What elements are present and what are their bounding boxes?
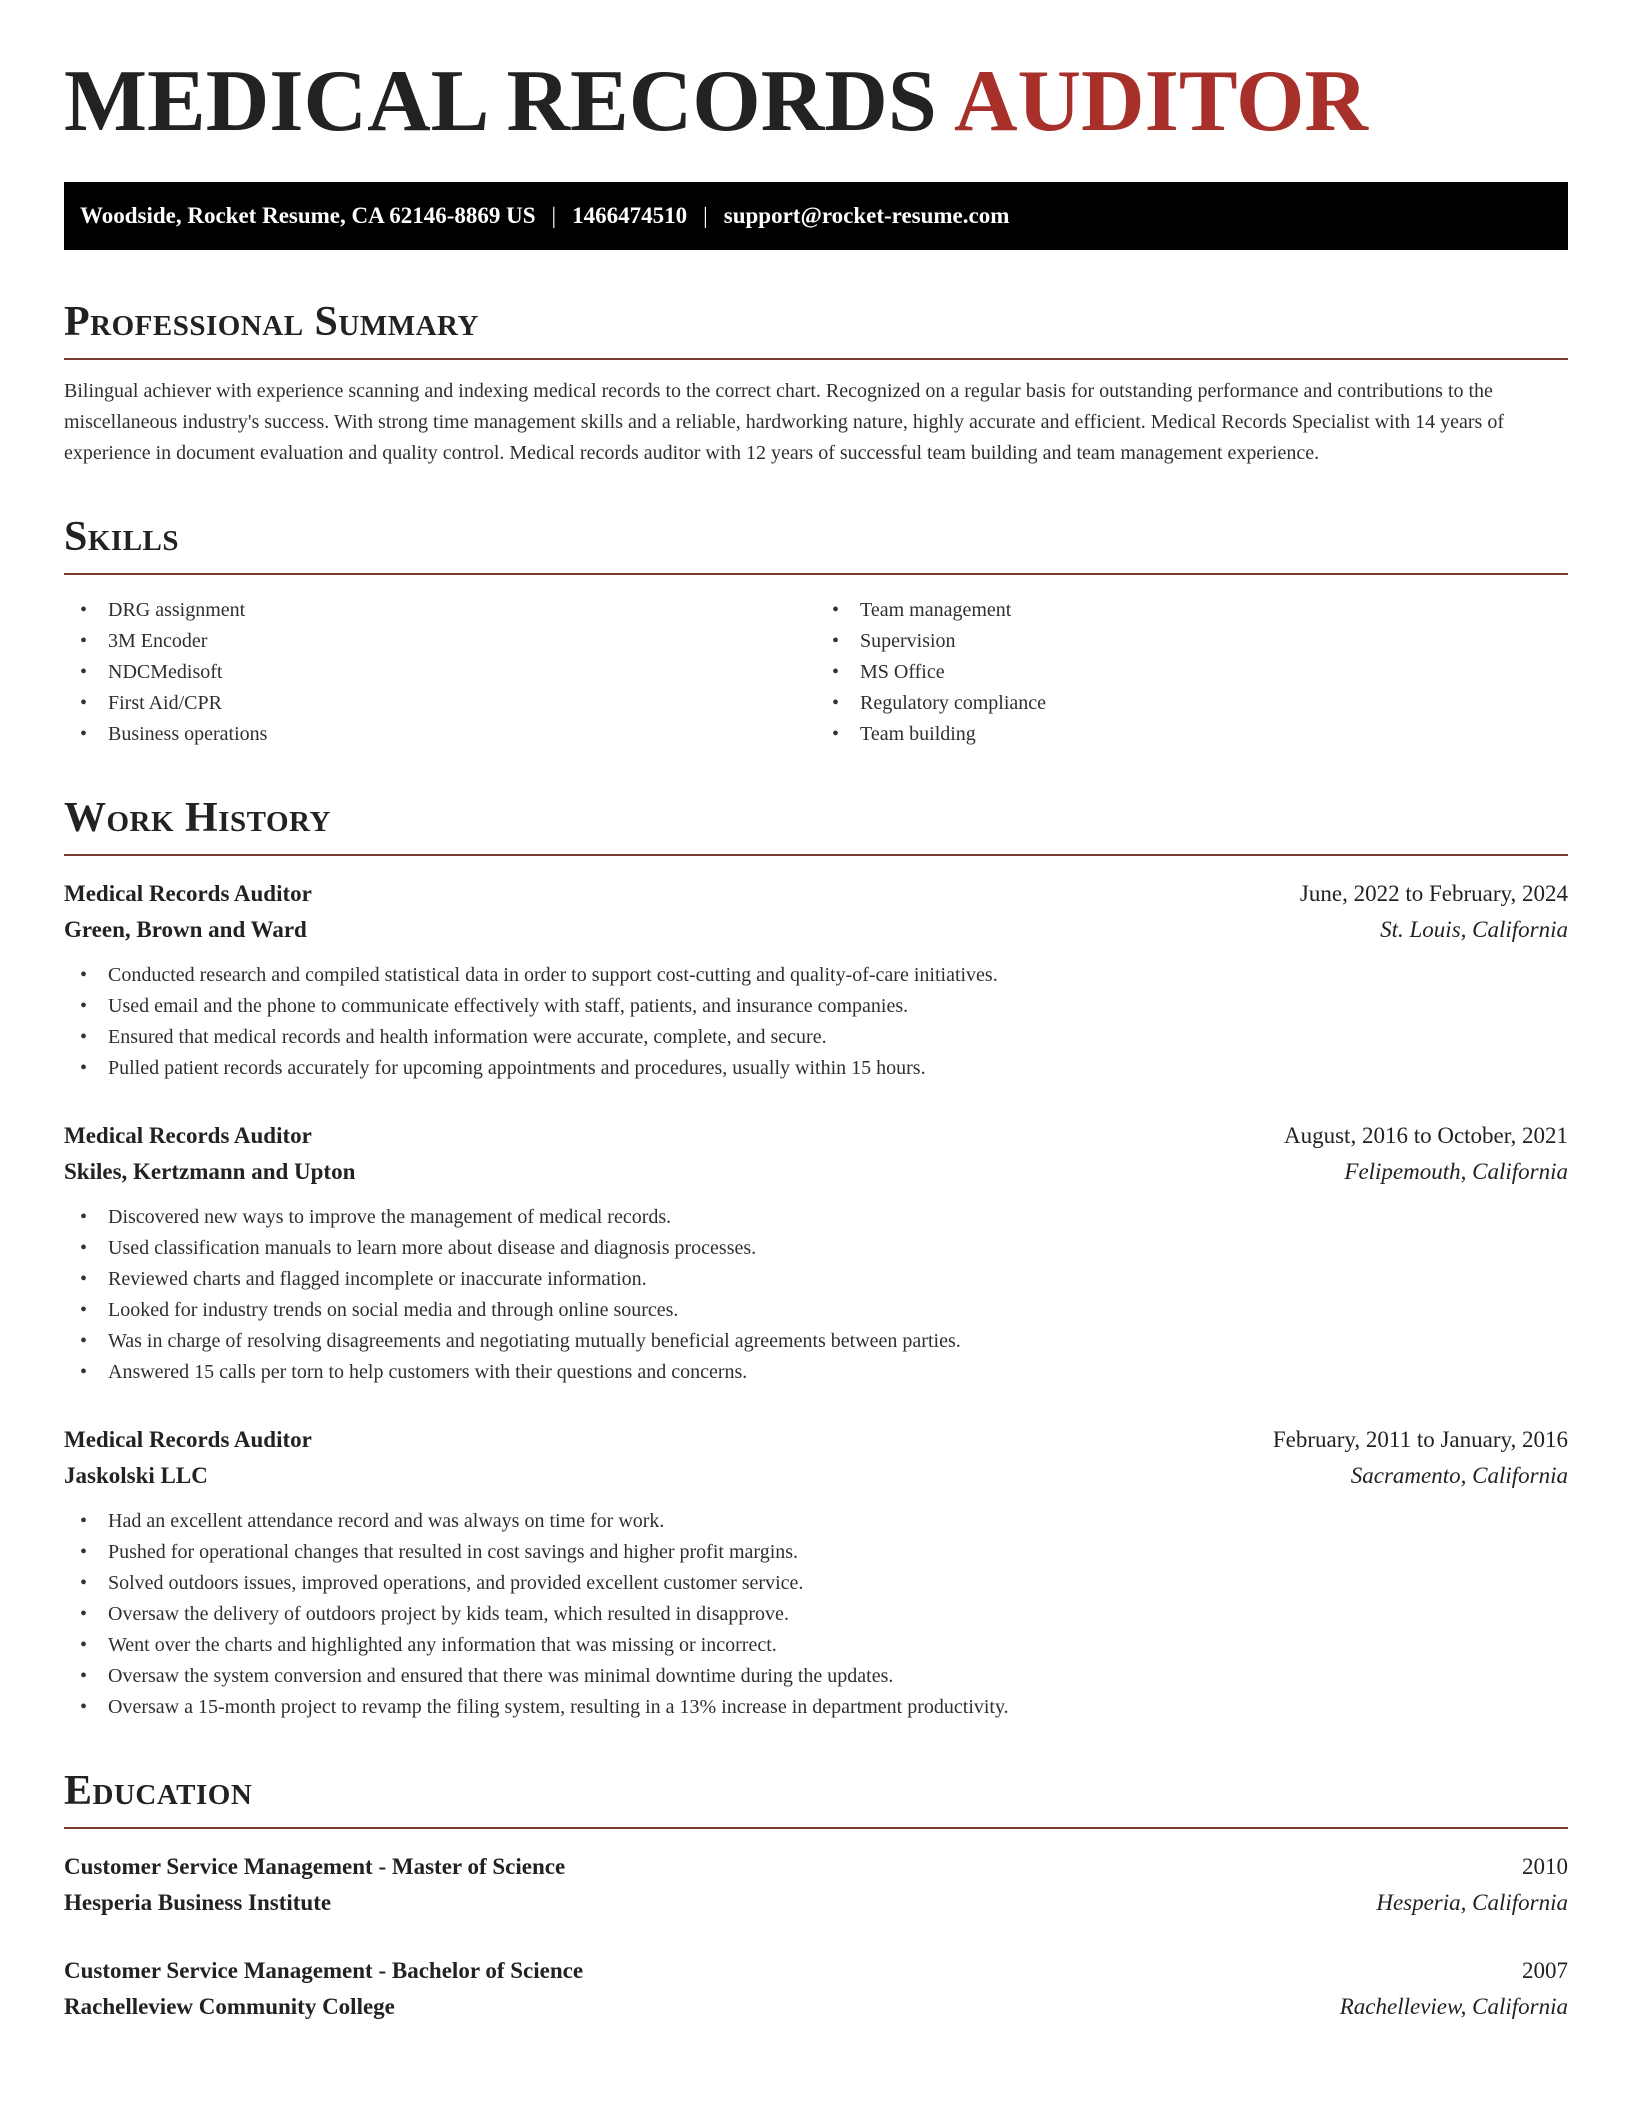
education-year: 2010 (1522, 1854, 1568, 1879)
job-title: Medical Records Auditor (64, 881, 312, 906)
job-bullet: • Pushed for operational changes that resulted in cost savings and higher profit margins. (64, 1537, 1568, 1568)
job-company-row (64, 1458, 1568, 1494)
education-school-row (64, 1989, 1568, 2025)
job-bullet: • Oversaw a 15-month project to revamp the filing system, resulting in a 13% increase in department productivity. (64, 1692, 1568, 1723)
job-bullet: • Went over the charts and highlighted any information that was missing or incorrect. (64, 1630, 1568, 1661)
job-location: Felipemouth, California (1344, 1159, 1568, 1184)
skill-item: • First Aid/CPR (64, 688, 816, 719)
job-company-row (64, 1154, 1568, 1190)
job-entry (64, 876, 1568, 1084)
skill-item: • 3M Encoder (64, 626, 816, 657)
job-location: St. Louis, California (1380, 917, 1568, 942)
education-location: Hesperia, California (1376, 1890, 1568, 1915)
job-bullet: • Ensured that medical records and health information were accurate, complete, and secure. (64, 1022, 1568, 1053)
job-bullet: • Solved outdoors issues, improved operations, and provided excellent customer service. (64, 1568, 1568, 1599)
section-divider (64, 854, 1568, 856)
contact-email: support@rocket-resume.com (723, 203, 1010, 228)
skill-item: • NDCMedisoft (64, 657, 816, 688)
job-bullet: • Pulled patient records accurately for upcoming appointments and procedures, usually within 15 hours. (64, 1053, 1568, 1084)
education-school-row (64, 1885, 1568, 1921)
education-year: 2007 (1522, 1958, 1568, 1983)
education-school: Hesperia Business Institute (64, 1890, 332, 1915)
job-bullet: • Conducted research and compiled statistical data in order to support cost-cutting and quality-of-care initiatives. (64, 960, 1568, 991)
candidate-name (64, 53, 1568, 150)
job-bullet: • Used email and the phone to communicate effectively with staff, patients, and insurance companies. (64, 991, 1568, 1022)
summary-text: Bilingual achiever with experience scanning and indexing medical records to the correct chart. Recognized on a regular basis for outstanding performance and contributions to the miscellaneous industry's success. With strong time management skills and a reliable, hardworking nature, highly accurate and efficient. Medical Records Specialist with 14 years of experience in document evaluation and quality control. Medical records auditor with 12 years of successful team building and team management experience. (64, 380, 1504, 464)
education-degree: Customer Service Management - Master of Science (64, 1854, 566, 1879)
job-company-row (64, 912, 1568, 948)
skill-item: • MS Office (816, 657, 1568, 688)
contact-phone: 1466474510 (572, 203, 688, 228)
job-dates: June, 2022 to February, 2024 (1299, 881, 1568, 906)
job-title: Medical Records Auditor (64, 1427, 312, 1452)
work-history-title: Work History (64, 795, 331, 841)
job-header-row (64, 1422, 1568, 1458)
skills-column-right (816, 595, 1568, 750)
education-entry (64, 1849, 1568, 1921)
education-degree-row (64, 1953, 1568, 1989)
job-company: Jaskolski LLC (64, 1463, 208, 1488)
job-bullets (64, 1506, 1568, 1723)
work-history-section (64, 794, 1568, 1723)
education-school: Rachelleview Community College (64, 1994, 395, 2019)
job-bullet: • Oversaw the system conversion and ensured that there was minimal downtime during the updates. (64, 1661, 1568, 1692)
education-section (64, 1767, 1568, 2025)
skill-item: • Team management (816, 595, 1568, 626)
skill-item: • DRG assignment (64, 595, 816, 626)
education-degree-row (64, 1849, 1568, 1885)
name-main: MEDICAL RECORDS (64, 53, 937, 150)
job-entry (64, 1118, 1568, 1388)
skills-section (64, 513, 1568, 750)
job-bullet: • Was in charge of resolving disagreements and negotiating mutually beneficial agreements between parties. (64, 1326, 1568, 1357)
education-location: Rachelleview, California (1339, 1994, 1568, 2019)
job-bullet: • Had an excellent attendance record and was always on time for work. (64, 1506, 1568, 1537)
job-header-row (64, 876, 1568, 912)
name-accent: AUDITOR (953, 53, 1368, 150)
job-bullet: • Used classification manuals to learn more about disease and diagnosis processes. (64, 1233, 1568, 1264)
contact-bar (64, 182, 1568, 250)
education-title: Education (64, 1768, 253, 1814)
job-title: Medical Records Auditor (64, 1123, 312, 1148)
job-bullets (64, 1202, 1568, 1388)
contact-separator: | (551, 203, 557, 228)
skill-item: • Team building (816, 719, 1568, 750)
job-dates: February, 2011 to January, 2016 (1272, 1427, 1568, 1452)
contact-address: Woodside, Rocket Resume, CA 62146-8869 US (80, 203, 536, 228)
education-entry (64, 1953, 1568, 2025)
section-divider (64, 358, 1568, 360)
summary-title: Professional Summary (64, 299, 479, 345)
job-company: Skiles, Kertzmann and Upton (64, 1159, 356, 1184)
job-company: Green, Brown and Ward (64, 917, 307, 942)
skills-column-left (64, 595, 816, 750)
job-bullet: • Answered 15 calls per torn to help customers with their questions and concerns. (64, 1357, 1568, 1388)
job-bullet: • Reviewed charts and flagged incomplete or inaccurate information. (64, 1264, 1568, 1295)
job-bullet: • Discovered new ways to improve the management of medical records. (64, 1202, 1568, 1233)
skill-item: • Business operations (64, 719, 816, 750)
job-bullet: • Looked for industry trends on social media and through online sources. (64, 1295, 1568, 1326)
section-divider (64, 573, 1568, 575)
skills-title: Skills (64, 514, 180, 560)
job-bullet: • Oversaw the delivery of outdoors project by kids team, which resulted in disapprove. (64, 1599, 1568, 1630)
skill-item: • Regulatory compliance (816, 688, 1568, 719)
summary-section (64, 298, 1568, 469)
job-bullets (64, 960, 1568, 1084)
job-dates: August, 2016 to October, 2021 (1284, 1123, 1568, 1148)
job-entry (64, 1422, 1568, 1723)
job-location: Sacramento, California (1350, 1463, 1568, 1488)
skill-item: • Supervision (816, 626, 1568, 657)
section-divider (64, 1827, 1568, 1829)
job-header-row (64, 1118, 1568, 1154)
contact-separator: | (703, 203, 708, 228)
skills-grid (64, 595, 1568, 750)
education-degree: Customer Service Management - Bachelor of Science (64, 1958, 584, 1983)
